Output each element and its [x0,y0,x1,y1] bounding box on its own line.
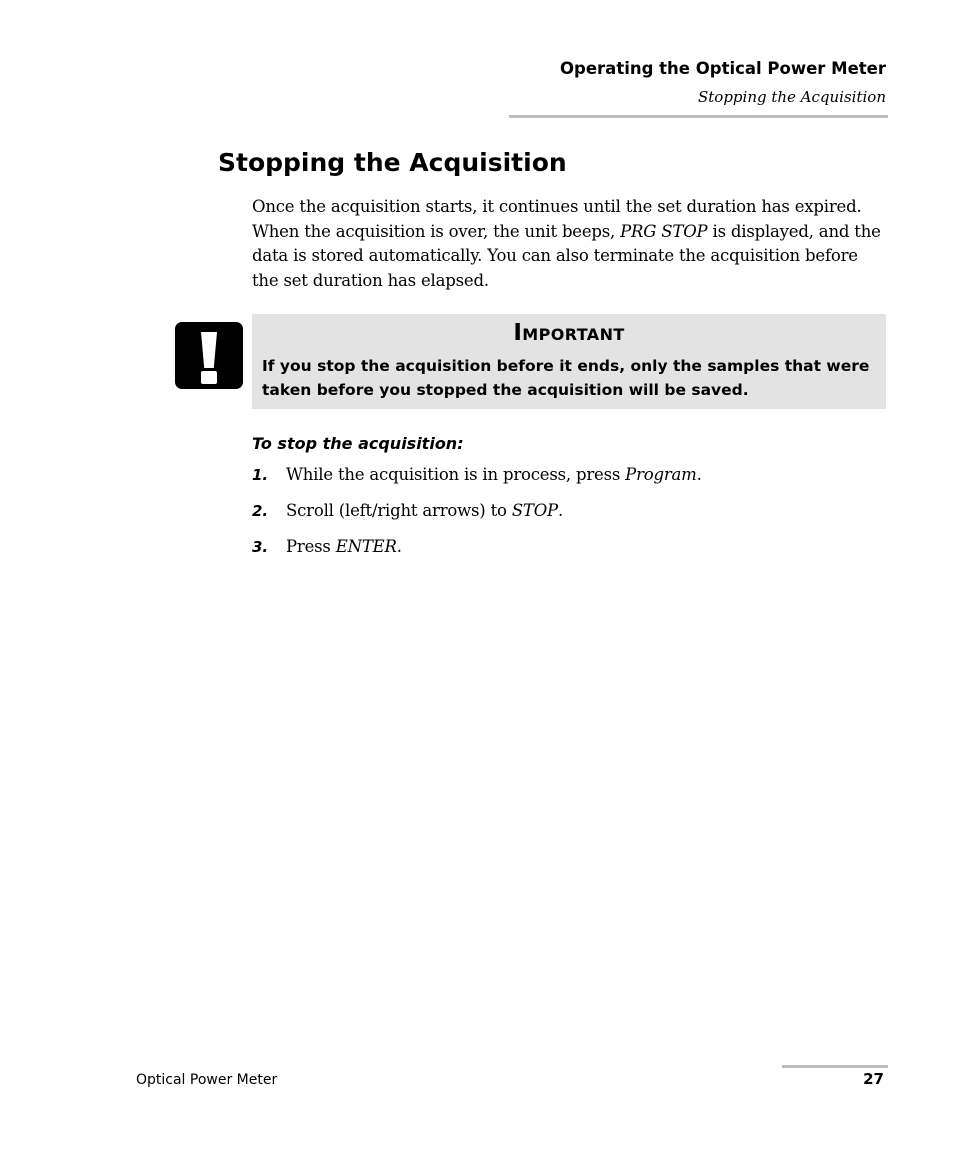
procedure-title: To stop the acquisition: [252,434,464,453]
step-term: STOP [511,501,558,520]
page-number: 27 [863,1070,884,1088]
step-text [286,498,563,524]
header-chapter-title: Operating the Optical Power Meter [560,59,886,78]
important-heading: Important [513,320,625,346]
procedure-steps [252,462,882,570]
list-item [252,498,882,534]
exclamation-dot [201,371,217,384]
step-term: Program [625,465,697,484]
intro-term: PRG STOP [620,221,708,241]
step-text-after: . [396,537,402,556]
step-text-after: . [696,465,702,484]
intro-paragraph [252,195,882,293]
list-item [252,462,882,498]
running-header [560,58,886,108]
intro-text-1: Once the acquisition starts, it continues until the set duration has expired. When the acquisition is over, the unit beeps, [252,197,862,241]
step-text [286,462,702,488]
step-number: 2. [252,502,269,520]
step-text-main: Press [286,537,336,556]
step-text [286,534,402,560]
exclamation-bar [201,332,217,368]
header-rule [509,115,888,118]
list-item [252,534,882,570]
step-term: ENTER [335,537,397,556]
step-text-main: Scroll (left/right arrows) to [286,501,512,520]
step-number: 1. [252,466,269,484]
important-callout [252,314,886,409]
intro-text-2: is displayed, and the data is stored automatically. You can also terminate the acquisition before the set duration has elapsed. [252,221,881,290]
header-section-title: Stopping the Acquisition [697,88,886,106]
step-text-after: . [557,501,563,520]
section-title: Stopping the Acquisition [218,148,567,177]
footer-product-name: Optical Power Meter [136,1072,278,1088]
exclamation-icon [175,322,243,389]
important-text: If you stop the acquisition before it ends, only the samples that were taken before you stopped the acquisition will be saved. [262,357,870,399]
step-number: 3. [252,538,269,556]
step-text-main: While the acquisition is in process, press [286,465,626,484]
footer-rule [782,1065,888,1068]
